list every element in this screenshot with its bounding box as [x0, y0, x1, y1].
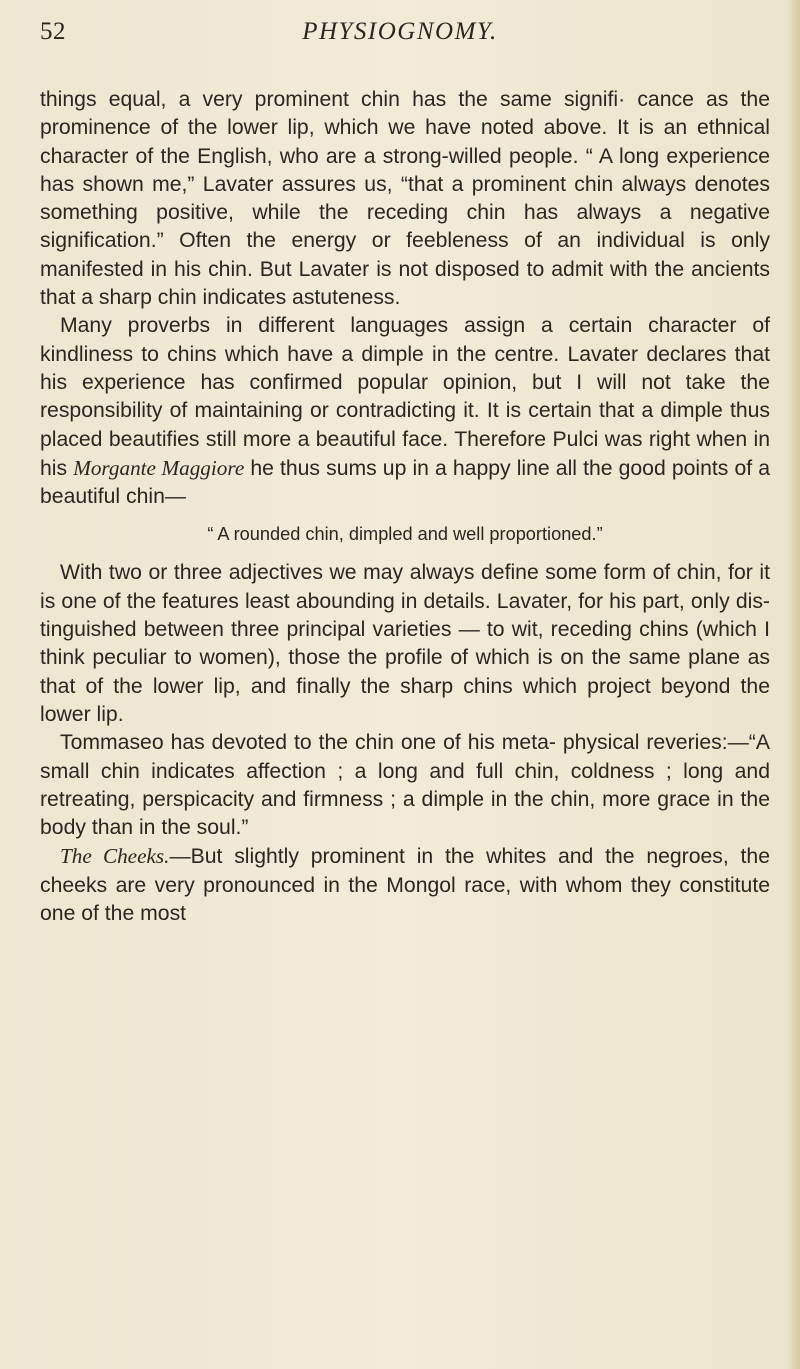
paragraph-chin-varieties: With two or three adjectives we may always define some form of chin, for it is one of the features least abounding in details. Lavater, for his part, only dis- tinguished between three principal varieties — to wit, receding chins (which I think peculiar to women), those the profile of which is on the same plane as that of the lower lip, and finally the sharp chins which project beyond the lower lip. — [40, 561, 770, 726]
paragraph-cheeks-text: —But slightly prominent in the whites and the negroes, the cheeks are very pronounced in the Mongol race, with whom they constitute one of the most — [40, 845, 770, 926]
paragraph-dimple — [40, 312, 770, 511]
running-title: PHYSIOGNOMY. — [302, 18, 498, 45]
page-header — [40, 18, 760, 58]
paragraph-tommaseo: Tommaseo has devoted to the chin one of his meta- physical reveries:—“A small chin indicates affection ; a long and full chin, coldness ; long and retreating, perspicacity and firmness ; a dimple in the chin, more grace in the body than in the soul.” — [40, 731, 770, 840]
paragraph-dimple-ending: he thus sums up in a happy line all the good points of a beautiful chin— — [40, 456, 770, 509]
paragraph-chin-prominence: things equal, a very prominent chin has the same signifi· cance as the prominence of the lower lip, which we have noted above. It is an ethnical character of the English, who are a strong-willed people. “ A long experience has shown me,” Lavater assures us, “that a prominent chin always denotes something positive, while the receding chin has always a negative signification.” Often the energy or feebleness of an individual is only manifested in his chin. But Lavater is not disposed to admit with the ancients that a sharp chin indicates astuteness. — [40, 88, 770, 310]
quoted-line: “ A rounded chin, dimpled and well proportioned.” — [207, 524, 603, 545]
page-edge-shadow — [786, 0, 800, 1369]
paragraph-cheeks — [40, 842, 770, 928]
paragraph-dimple-text: Many proverbs in different languages assign a certain character of kindliness to chins which have a dimple in the centre. Lavater declares that his experience has confirmed popular opinion, but I will not take the responsibility of maintaining or contradicting it. It is certain that a dimple thus placed beautifies still more a beautiful face. Therefore Pulci was right when in his — [40, 314, 770, 480]
body-text — [40, 86, 770, 928]
page-number: 52 — [40, 18, 66, 45]
section-heading-cheeks: The Cheeks. — [60, 844, 170, 869]
work-title-morgante-maggiore: Morgante Maggiore — [73, 455, 245, 480]
